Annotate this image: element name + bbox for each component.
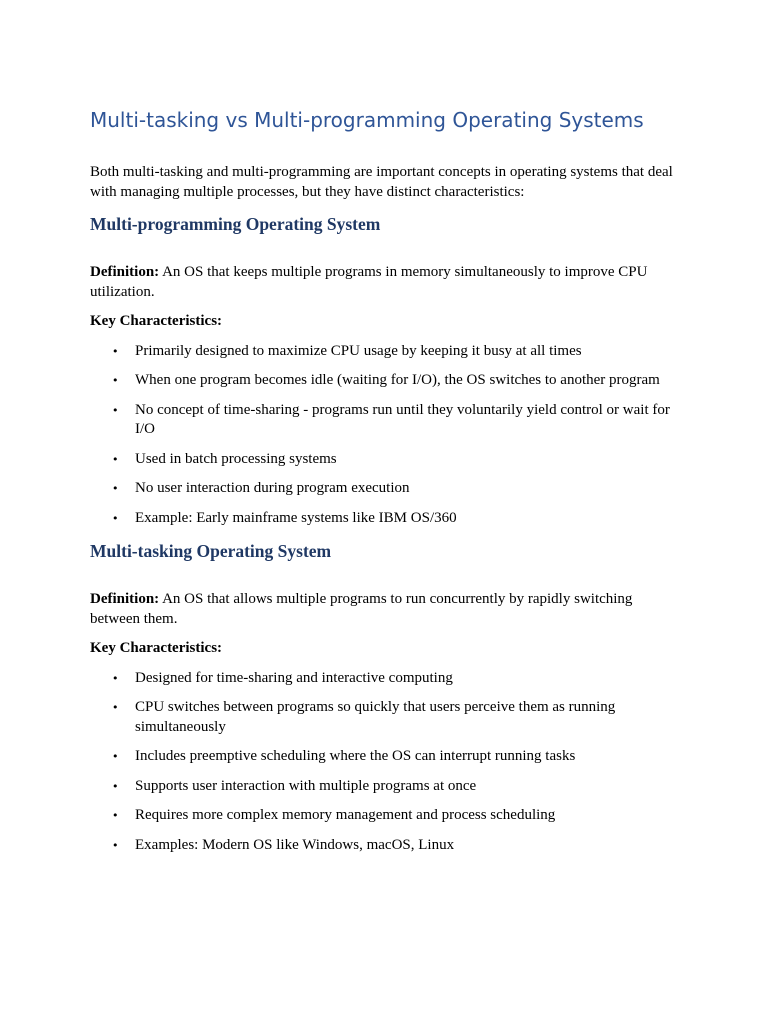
- bullet-icon: •: [112, 671, 119, 685]
- list-item-text: Primarily designed to maximize CPU usage by keeping it busy at all times: [135, 342, 582, 359]
- definition-label: Definition:: [90, 264, 160, 280]
- bullet-icon: •: [112, 452, 119, 466]
- list-item: [90, 777, 680, 797]
- list-item-text: CPU switches between programs so quickly that users perceive them as running simultaneously: [135, 699, 616, 735]
- definition-paragraph: [90, 590, 680, 629]
- bullet-icon: •: [112, 344, 119, 358]
- characteristics-list: [90, 342, 690, 529]
- list-item-text: Supports user interaction with multiple programs at once: [135, 777, 477, 794]
- list-item-text: No concept of time-sharing - programs run until they voluntarily yield control or wait for I/O: [135, 401, 670, 437]
- section-multi-programming: [90, 213, 690, 528]
- list-item-text: No user interaction during program execution: [135, 480, 410, 496]
- definition-text: An OS that allows multiple programs to run concurrently by rapidly switching between them.: [90, 591, 633, 627]
- list-item-text: Includes preemptive scheduling where the OS can interrupt running tasks: [135, 748, 576, 764]
- key-characteristics-label: Key Characteristics:: [90, 640, 223, 656]
- bullet-icon: •: [112, 403, 119, 417]
- list-item: [90, 698, 680, 737]
- definition-paragraph: [90, 263, 680, 302]
- section-heading: Multi-programming Operating System: [90, 214, 381, 234]
- bullet-icon: •: [112, 482, 119, 495]
- list-item-text: Designed for time-sharing and interactive computing: [135, 669, 453, 686]
- list-item-text: Example: Early mainframe systems like IBM OS/360: [135, 509, 457, 526]
- bullet-icon: •: [112, 750, 119, 763]
- intro-paragraph: Both multi-tasking and multi-programming are important concepts in operating systems that deal with managing multiple processes, but they have distinct characteristics:: [90, 164, 673, 200]
- bullet-icon: •: [112, 374, 119, 387]
- list-item: [90, 479, 680, 499]
- bullet-icon: •: [112, 779, 119, 793]
- list-item: [90, 669, 680, 689]
- characteristics-list: [90, 669, 690, 856]
- list-item: [90, 371, 680, 391]
- page-title: Multi-tasking vs Multi-programming Operating Systems: [90, 108, 644, 132]
- list-item: [90, 747, 680, 767]
- list-item: [90, 450, 680, 470]
- key-characteristics-label: Key Characteristics:: [90, 313, 223, 329]
- section-multi-tasking: [90, 540, 690, 855]
- bullet-icon: •: [112, 838, 119, 852]
- definition-label: Definition:: [90, 591, 160, 607]
- list-item-text: When one program becomes idle (waiting for I/O), the OS switches to another program: [135, 372, 660, 388]
- list-item: [90, 401, 680, 440]
- section-heading: Multi-tasking Operating System: [90, 541, 332, 561]
- list-item-text: Requires more complex memory management and process scheduling: [135, 807, 556, 823]
- list-item: [90, 509, 680, 529]
- bullet-icon: •: [112, 809, 119, 822]
- list-item-text: Used in batch processing systems: [135, 450, 337, 467]
- bullet-icon: •: [112, 701, 119, 714]
- definition-text: An OS that keeps multiple programs in memory simultaneously to improve CPU utilization.: [90, 264, 648, 300]
- list-item: [90, 342, 680, 362]
- list-item-text: Examples: Modern OS like Windows, macOS, Linux: [135, 836, 455, 853]
- bullet-icon: •: [112, 511, 119, 525]
- list-item: [90, 836, 680, 856]
- list-item: [90, 806, 680, 826]
